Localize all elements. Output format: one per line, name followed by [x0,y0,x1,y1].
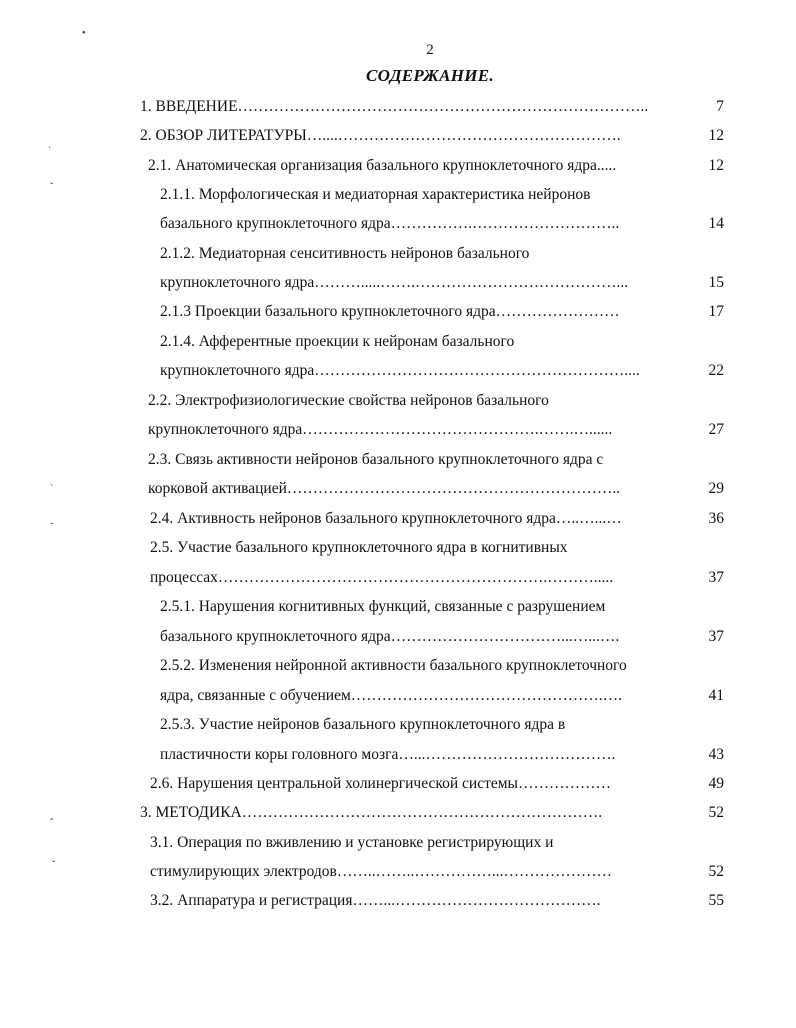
toc-entry-text: 3.1. Операция по вживлению и установке регистрирующих и [150,834,554,851]
toc-entry-text: 2.2. Электрофизиологические свойства нейронов базального [148,392,549,409]
toc-page-number: 37 [708,569,724,586]
scan-speck: ˇ [50,182,54,193]
toc-entry [160,184,690,206]
toc-entry-text: 2.6. Нарушения центральной холинергической системы……………… [150,775,611,792]
toc-page-number: 17 [708,303,724,320]
toc-entry-text: 3.2. Аппаратура и регистрация……...…………………………………. [150,892,601,909]
toc-page-number: 22 [708,362,724,379]
toc-entry-text: 2.5.3. Участие нейронов базального крупноклеточного ядра в [160,716,566,733]
toc-entry [150,861,690,883]
scan-speck: ˇ [52,860,56,871]
toc-entry-text: 2.5. Участие базального крупноклеточного ядра в когнитивных [150,539,568,556]
toc-entry [140,802,690,824]
toc-page-number: 37 [708,628,724,645]
toc-page-number: 41 [708,687,724,704]
toc-entry-text: стимулирующих электродов……..……..……………...………………… [150,863,612,880]
toc-entry [160,626,690,648]
toc-entry-text: крупноклеточного ядра……….....…….…………………………………... [160,274,629,291]
scan-speck: ˇ [50,522,54,533]
toc-entry [150,567,690,589]
toc-page-number: 52 [708,863,724,880]
toc-entry-text: процессах……………………………………………………….………..... [150,569,614,586]
page-title: СОДЕРЖАНИЕ. [366,66,494,85]
toc-entry-text: крупноклеточного ядра……………………………………….…….…...... [148,421,613,438]
toc-entry-text: 1. ВВЕДЕНИЕ…………………………………………………………………….. [140,98,649,115]
toc-entry [150,537,690,559]
toc-page-number: 15 [708,274,724,291]
toc-entry-text: 2.1.4. Афферентные проекции к нейронам базального [160,333,515,350]
toc-entry [148,419,690,441]
page-number: 2 [426,42,434,58]
toc-page-number: 14 [708,215,724,232]
toc-entry [148,449,690,471]
toc-entry [160,301,690,323]
toc-entry [150,890,690,912]
toc-page-number: 12 [708,157,724,174]
toc-entry [148,390,690,412]
toc-entry [160,331,690,353]
toc-entry-text: крупноклеточного ядра…………………………………………………….... [160,362,640,379]
toc-page-number: 27 [708,421,724,438]
toc-entry-text: корковой активацией……………………………………………………….. [148,480,621,497]
toc-page-number: 52 [708,804,724,821]
toc-entry [160,243,690,265]
toc-entry-text: 3. МЕТОДИКА……………………………………………………………. [140,804,603,821]
scan-speck: ˋ [50,484,54,495]
scan-speck: • [82,28,86,39]
toc-entry [140,125,690,147]
toc-entry [160,360,690,382]
toc-entry [160,272,690,294]
toc-entry-text: 2.3. Связь активности нейронов базального крупноклеточного ядра с [148,451,604,468]
scan-speck: ˋ [48,146,52,157]
toc-entry-text: 2.1.2. Медиаторная сенситивность нейронов базального [160,245,530,262]
toc-entry-text: 2.5.2. Изменения нейронной активности базального крупноклеточного [160,657,627,674]
toc-entry [160,714,690,736]
scan-speck: ˆ [50,818,54,829]
toc-entry [150,508,690,530]
toc-entry-text: 2.1. Анатомическая организация базального крупноклеточного ядра..... [148,157,617,174]
toc-entry-text: 2.4. Активность нейронов базального крупноклеточного ядра…..…...… [150,510,622,527]
toc-page-number: 7 [716,98,724,115]
toc-entry-text: 2.5.1. Нарушения когнитивных функций, связанные с разрушением [160,598,606,615]
toc-page-number: 43 [708,746,724,763]
toc-entry [148,478,690,500]
toc-entry-text: 2.1.3 Проекции базального крупноклеточного ядра…………………… [160,303,620,320]
toc-entry [150,832,690,854]
toc-entry [160,596,690,618]
toc-entry-text: базального крупноклеточного ядра…………….……………………….. [160,215,620,232]
toc-entry [150,773,690,795]
toc-page-number: 36 [708,510,724,527]
toc-entry [140,96,690,118]
toc-entry-text: пластичности коры головного мозга…...………………………………. [160,746,616,763]
toc-entry [160,685,690,707]
toc-entry-text: 2.1.1. Морфологическая и медиаторная характеристика нейронов [160,186,591,203]
toc-page-number: 12 [708,127,724,144]
toc-entry [148,155,690,177]
toc-page-number: 55 [708,892,724,909]
toc-page-number: 29 [708,480,724,497]
toc-entry [160,213,690,235]
toc-entry-text: 2. ОБЗОР ЛИТЕРАТУРЫ…....………………………………………………. [140,127,621,144]
toc-entry [160,655,690,677]
toc-entry-text: ядра, связанные с обучением………………………………………….…. [160,687,623,704]
toc-page-number: 49 [708,775,724,792]
toc-entry [160,744,690,766]
toc-entry-text: базального крупноклеточного ядра……………………………...…...…. [160,628,620,645]
